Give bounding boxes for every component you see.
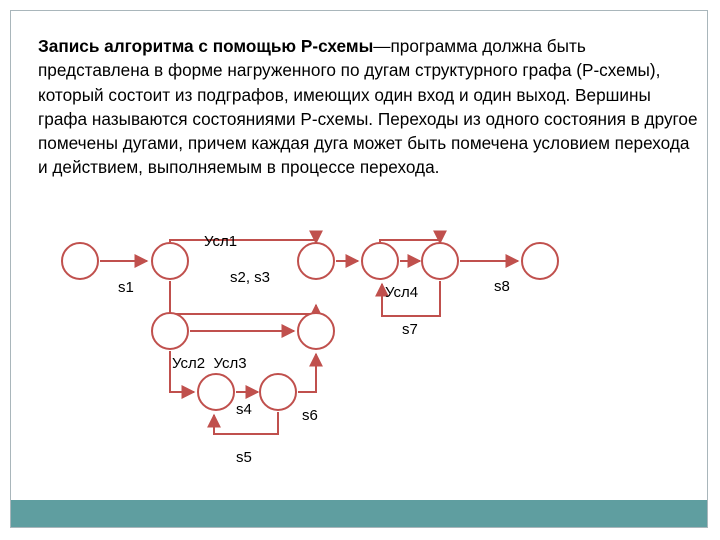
label-usl1: Усл1 [204,233,238,250]
label-s8: s8 [494,278,510,295]
label-s1: s1 [118,279,134,296]
state-node-10 [260,374,296,410]
heading-text: Запись алгоритма с помощью Р-схемы [38,36,374,56]
label-s5: s5 [236,449,252,466]
state-node-6 [522,243,558,279]
state-node-9 [198,374,234,410]
state-node-1 [62,243,98,279]
label-s2s3: s2, s3 [230,269,271,286]
body-text: —программа должна быть представлена в форме нагруженного по дугам структурного графа (Р-схемы), который состоит из подграфов, имеющих один вход и один выход. Вершины графа называются состояниями Р-схемы. Переходы из одного состояния в другое помечены дугами, причем каждая дуга может быть помечена условием перехода и действием, выполняемым в процессе перехода. [38,36,698,178]
label-usl2usl3: Усл2 Усл3 [172,355,247,372]
state-node-2 [152,243,188,279]
edge-n2-n3-usl1 [170,240,316,243]
state-node-3 [298,243,334,279]
bottom-bar [11,500,707,527]
state-node-4 [362,243,398,279]
state-node-7 [152,313,188,349]
edge-n10-n8 [298,354,316,392]
label-s4: s4 [236,401,252,418]
label-s6: s6 [302,407,318,424]
label-usl4: Усл4 [385,284,419,301]
edge-n4-n5-top [380,240,440,243]
state-node-5 [422,243,458,279]
state-node-8 [298,313,334,349]
label-s7: s7 [402,321,418,338]
